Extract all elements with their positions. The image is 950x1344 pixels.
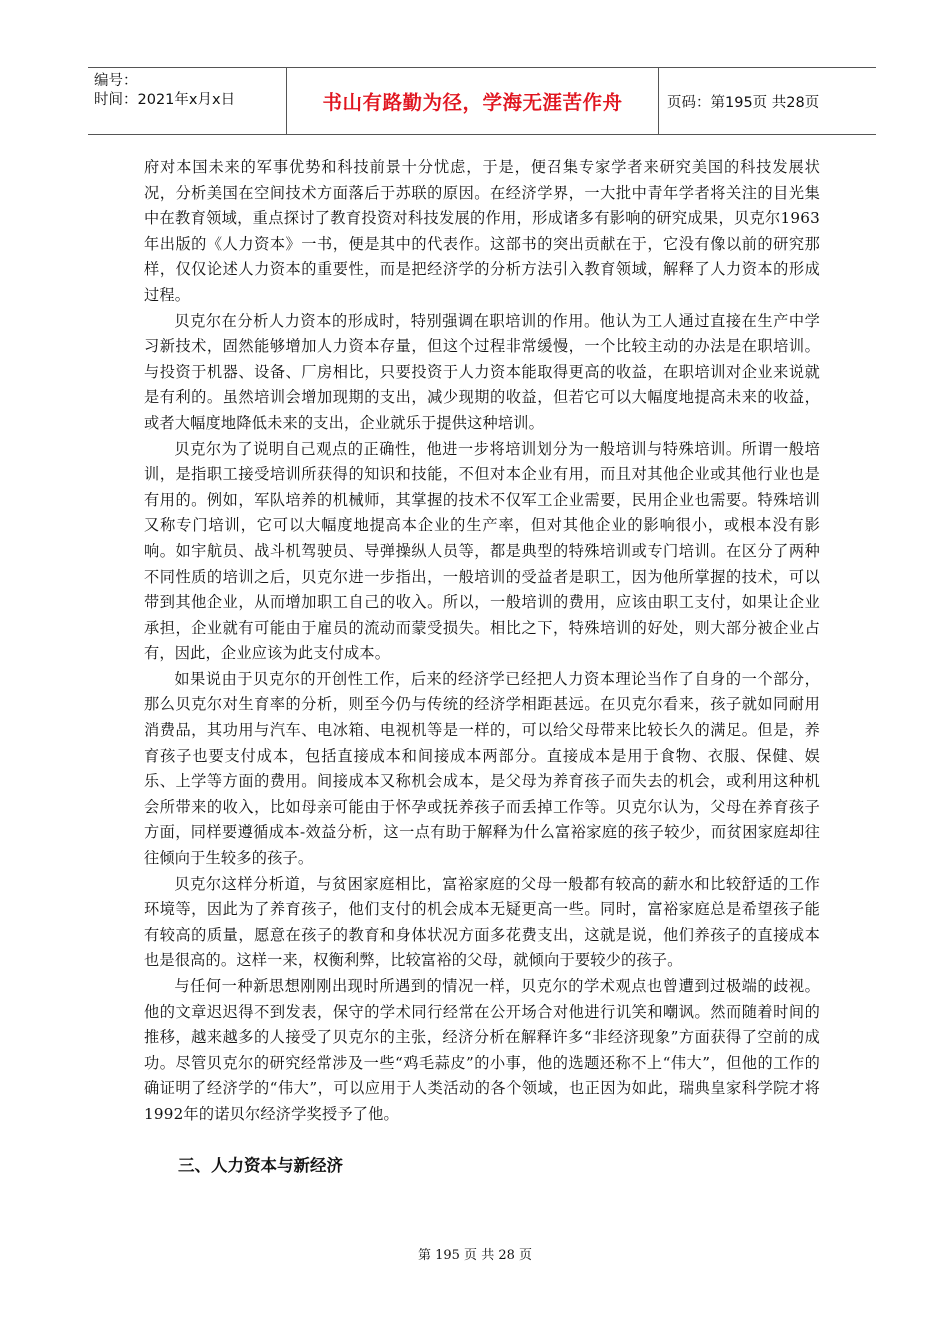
number-label: 编号： — [94, 73, 138, 89]
header-page-info: 页码：第195页 共28页 — [667, 94, 820, 111]
page-footer: 第 195 页 共 28 页 — [417, 1248, 533, 1263]
paragraph-3: 贝克尔为了说明自己观点的正确性，他进一步将培训划分为一般培训与特殊培训。所谓一般培训，是指职工接受培训所获得的知识和技能，不但对本企业有用，而且对其他企业或其他行业也是有用的。例如，军队培养的机械师，其掌握的技术不仅军工企业需要，民用企业也需要。特殊培训又称专门培训，它可以大幅度地提高本企业的生产率，但对其他企业的影响很小，或根本没有影响。如宇航员、战斗机驾驶员、导弹操纵人员等，都是典型的特殊培训或专门培训。在区分了两种不同性质的培训之后，贝克尔进一步指出，一般培训的受益者是职工，因为他所掌握的技术，可以带到其他企业，从而增加职工自己的收入。所以，一般培训的费用，应该由职工支付，如果让企业承担，企业就有可能由于雇员的流动而蒙受损失。相比之下，特殊培训的好处，则大部分被企业占有，因此，企业应该为此支付成本。 — [144, 439, 820, 663]
paragraph-2: 贝克尔在分析人力资本的形成时，特别强调在职培训的作用。他认为工人通过直接在生产中学习新技术，固然能够增加人力资本存量，但这个过程非常缓慢，一个比较主动的办法是在职培训。与投资于机器、设备、厂房相比，只要投资于人力资本能取得更高的收益，在职培训对企业来说就是有利的。虽然培训会增加现期的支出，减少现期的收益，但若它可以大幅度地提高未来的收益，或者大幅度地降低未来的支出，企业就乐于提供这种培训。 — [144, 311, 820, 432]
section-title: 三、人力资本与新经济 — [178, 1156, 343, 1175]
header-meta — [88, 68, 286, 134]
paragraph-6: 与任何一种新思想刚刚出现时所遇到的情况一样，贝克尔的学术观点也曾遭到过极端的歧视。他的文章迟迟得不到发表，保守的学术同行经常在公开场合对他进行讥笑和嘲讽。然而随着时间的推移，越来越多的人接受了贝克尔的主张，经济分析在解释许多“非经济现象”方面获得了空前的成功。尽管贝克尔的研究经常涉及一些“鸡毛蒜皮”的小事，他的选题还称不上“伟大”，但他的工作的确证明了经济学的“伟大”，可以应用于人类活动的各个领域，也正因为如此，瑞典皇家科学院才将1992年的诺贝尔经济学奖授予了他。 — [144, 977, 820, 1123]
paragraph-5: 贝克尔这样分析道，与贫困家庭相比，富裕家庭的父母一般都有较高的薪水和比较舒适的工作环境等，因此为了养育孩子，他们支付的机会成本无疑更高一些。同时，富裕家庭总是希望孩子能有较高的质量，愿意在孩子的教育和身体状况方面多花费支出，这就是说，他们养孩子的直接成本也是很高的。这样一来，权衡利弊，比较富裕的父母，就倾向于要较少的孩子。 — [144, 874, 820, 970]
paragraph-4: 如果说由于贝克尔的开创性工作，后来的经济学已经把人力资本理论当作了自身的一个部分，那么贝克尔对生育率的分析，则至今仍与传统的经济学相距甚远。在贝克尔看来，孩子就如同耐用消费品，其功用与汽车、电冰箱、电视机等是一样的，可以给父母带来比较长久的满足。但是，养育孩子也要支付成本，包括直接成本和间接成本两部分。直接成本是用于食物、衣服、保健、娱乐、上学等方面的费用。间接成本又称机会成本，是父母为养育孩子而失去的机会，或利用这种机会所带来的收入，比如母亲可能由于怀孕或抚养孩子而丢掉工作等。贝克尔认为，父母在养育孩子方面，同样要遵循成本-效益分析，这一点有助于解释为什么富裕家庭的孩子较少，而贫困家庭却往往倾向于生较多的孩子。 — [144, 669, 820, 868]
document-body — [144, 155, 820, 1128]
paragraph-1: 府对本国未来的军事优势和科技前景十分忧虑，于是，便召集专家学者来研究美国的科技发展状况，分析美国在空间技术方面落后于苏联的原因。在经济学界，一大批中青年学者将关注的目光集中在教育领域，重点探讨了教育投资对科技发展的作用，形成诸多有影响的研究成果，贝克尔1963年出版的《人力资本》一书，便是其中的代表作。这部书的突出贡献在于，它没有像以前的研究那样，仅仅论述人力资本的重要性，而是把经济学的分析方法引入教育领域，解释了人力资本的形成过程。 — [144, 158, 820, 304]
time-label: 时间：2021年x月x日 — [94, 92, 236, 108]
header-motto-cell — [286, 68, 659, 134]
header-motto: 书山有路勤为径，学海无涯苦作舟 — [322, 91, 623, 114]
page-header — [88, 67, 876, 135]
